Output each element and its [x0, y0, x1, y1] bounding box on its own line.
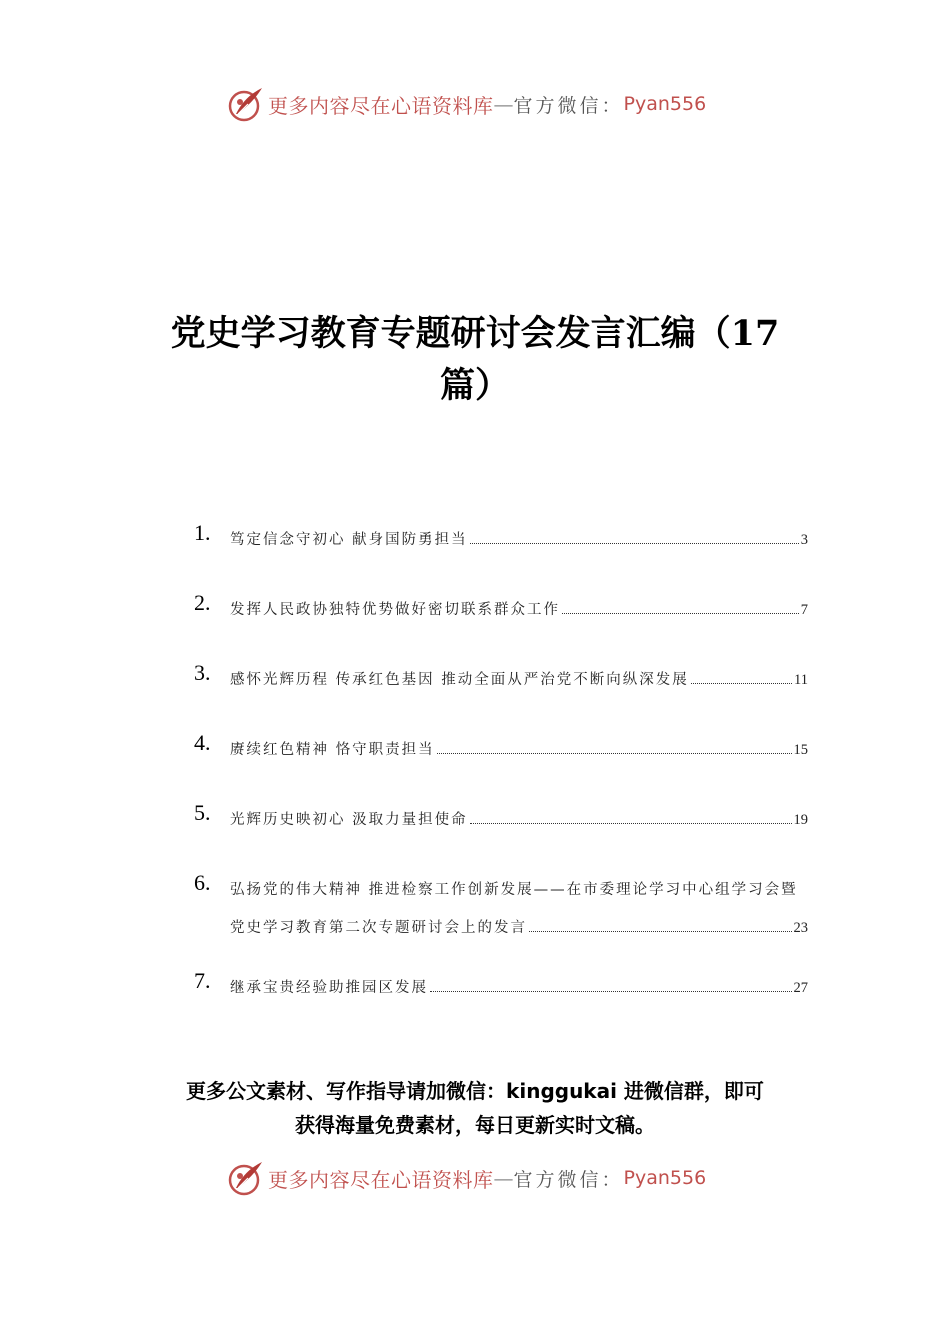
toc-title: 笃定信念守初心 献身国防勇担当 — [230, 532, 468, 548]
toc-title: 继承宝贵经验助推园区发展 — [230, 980, 428, 996]
toc-title: 赓续红色精神 恪守职责担当 — [230, 742, 435, 758]
banner-text: 更多内容尽在心语资料库 — [268, 93, 494, 118]
banner-wechat-id: Pyan556 — [623, 1167, 707, 1189]
toc-title: 感怀光辉历程 传承红色基因 推动全面从严治党不断向纵深发展 — [230, 672, 689, 688]
banner-separator: — — [493, 92, 514, 116]
quill-logo-icon — [226, 84, 266, 124]
banner-separator: — — [493, 1166, 514, 1190]
toc-leader — [470, 822, 792, 824]
toc-page: 7 — [800, 602, 808, 618]
toc-leader — [470, 542, 799, 544]
toc-page: 23 — [793, 920, 808, 936]
toc-page: 19 — [793, 812, 808, 828]
toc-number: 2. — [194, 590, 211, 615]
banner-text: 更多内容尽在心语资料库 — [268, 1167, 494, 1192]
banner-wechat-id: Pyan556 — [623, 93, 707, 115]
toc-leader — [691, 682, 792, 684]
document-title — [120, 308, 830, 412]
banner-sub: 官方微信： — [513, 1168, 624, 1191]
promo-text — [120, 1074, 830, 1142]
footer-banner — [226, 1158, 726, 1198]
toc-number: 3. — [194, 660, 211, 685]
banner-sub: 官方微信： — [513, 94, 624, 117]
toc-leader — [562, 612, 799, 614]
toc-leader — [430, 990, 792, 992]
toc-title-line-1: 弘扬党的伟大精神 推进检察工作创新发展——在市委理论学习中心组学习会暨 — [230, 882, 798, 898]
toc-title: 党史学习教育第二次专题研讨会上的发言 — [230, 920, 527, 936]
toc-title: 光辉历史映初心 汲取力量担使命 — [230, 812, 468, 828]
toc-leader — [529, 930, 792, 932]
promo-line-2: 获得海量免费素材，每日更新实时文稿。 — [295, 1113, 655, 1137]
toc-leader — [437, 752, 792, 754]
quill-logo-icon — [226, 1158, 266, 1198]
toc-number: 4. — [194, 730, 211, 755]
header-banner — [226, 84, 726, 124]
toc-title: 发挥人民政协独特优势做好密切联系群众工作 — [230, 602, 560, 618]
title-line-1: 党史学习教育专题研讨会发言汇编（17 — [170, 313, 780, 354]
toc-number: 1. — [194, 520, 211, 545]
toc-number: 6. — [194, 870, 211, 895]
toc-page: 27 — [793, 980, 808, 996]
promo-line-1: 更多公文素材、写作指导请加微信：kinggukai 进微信群，即可 — [186, 1079, 764, 1103]
toc-page: 3 — [800, 532, 808, 548]
toc-number: 5. — [194, 800, 211, 825]
title-line-2: 篇） — [439, 365, 510, 406]
toc-number: 7. — [194, 968, 211, 993]
toc-page: 15 — [793, 742, 808, 758]
toc-page: 11 — [794, 672, 808, 688]
